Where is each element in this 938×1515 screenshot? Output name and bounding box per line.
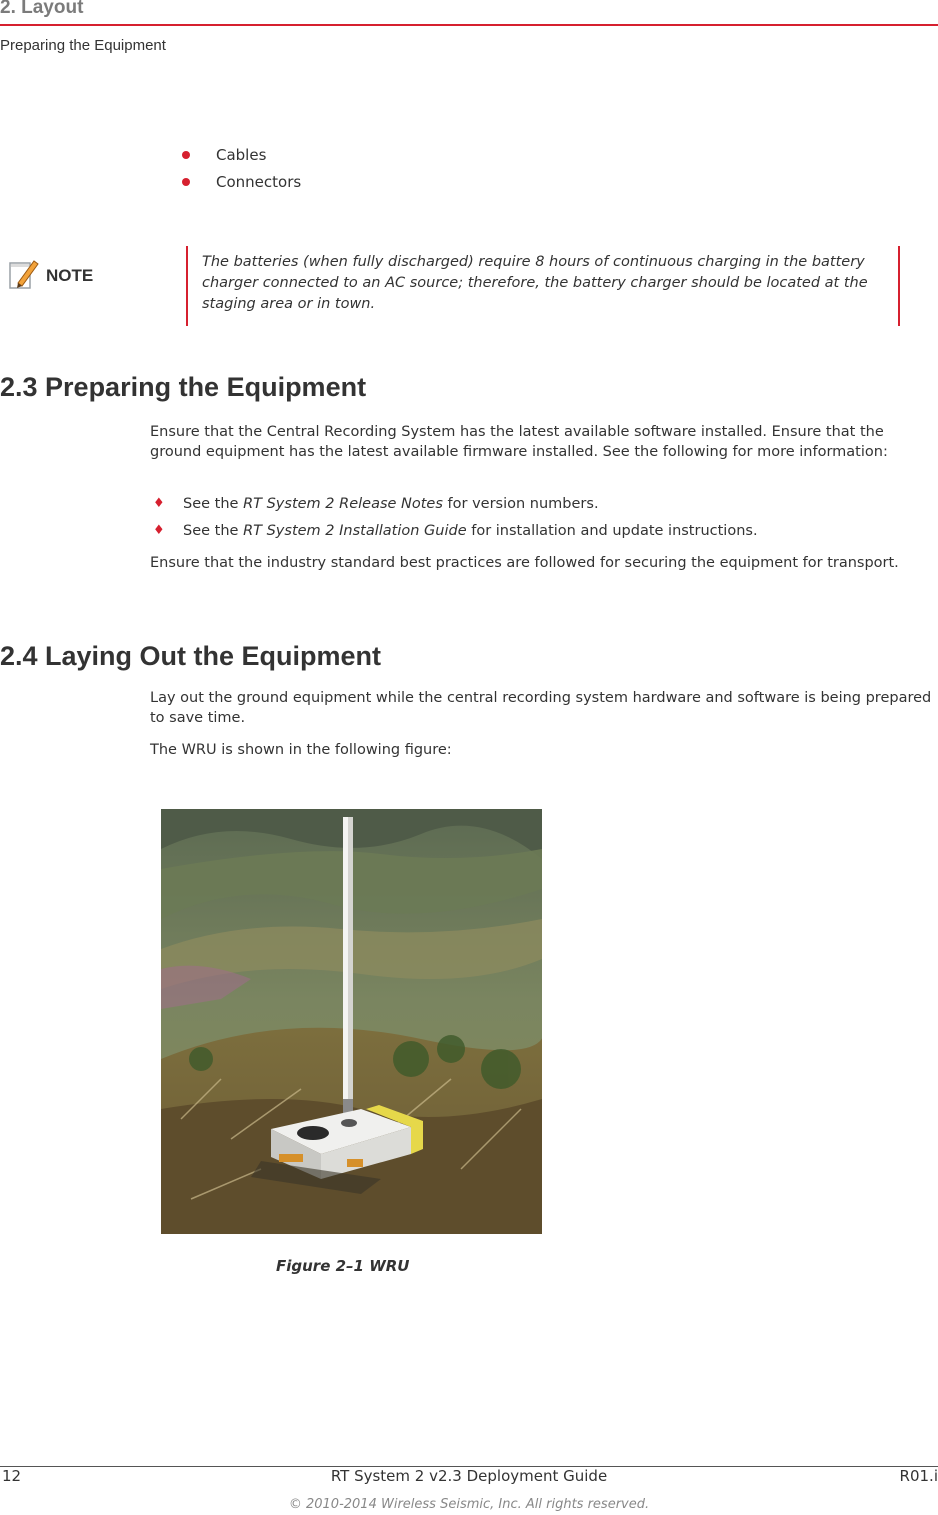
list-item [182,141,301,168]
reference-list [150,490,758,544]
paragraph: Lay out the ground equipment while the central recording system hardware and software is being prepared to save time. [150,690,932,726]
paragraph: The WRU is shown in the following figure: [150,742,452,758]
note-label: NOTE [46,266,94,285]
chapter-title: 2. Layout [0,0,84,18]
note-left-rule [186,246,188,326]
document-reference: RT System 2 Release Notes [243,495,443,512]
list-item-label: Connectors [216,172,302,191]
list-item-label: Cables [216,145,267,164]
section-subtitle: Preparing the Equipment [0,37,166,54]
list-item [150,517,758,544]
diamond-bullet-icon: ♦ [153,496,165,511]
header-rule [0,24,938,26]
diamond-bullet-icon: ♦ [153,523,165,538]
section-heading-2-4: 2.4 Laying Out the Equipment [0,641,382,671]
section-heading-2-3: 2.3 Preparing the Equipment [0,372,367,402]
figure-caption: Figure 2–1 WRU [276,1257,410,1275]
revision-label: R01.i [899,1467,938,1485]
note-right-rule [898,246,900,326]
page-number: 12 [2,1467,22,1485]
copyright-notice: © 2010-2014 Wireless Seismic, Inc. All rights reserved. [288,1497,650,1512]
bullet-dot-icon [182,151,190,159]
wru-photo [161,809,542,1234]
paragraph: Ensure that the industry standard best practices are followed for securing the equipment for transport. [150,555,899,571]
pencil-note-icon [8,257,40,291]
list-item [182,168,301,195]
paragraph: Ensure that the Central Recording System has the latest available software installed. Ensure that the ground equipment has the latest available firmware installed. See the following for more information: [150,424,888,460]
document-title: RT System 2 v2.3 Deployment Guide [330,1467,608,1485]
list-item [150,490,758,517]
note-text: The batteries (when fully discharged) require 8 hours of continuous charging in the battery charger connected to an AC source; therefore, the battery charger should be located at the staging area or in town. [202,254,868,312]
document-reference: RT System 2 Installation Guide [243,522,467,539]
list-item-text: See the RT System 2 Release Notes for version numbers. [183,495,599,512]
list-item-text: See the RT System 2 Installation Guide for installation and update instructions. [183,522,758,539]
bullet-dot-icon [182,178,190,186]
intro-list [182,141,301,195]
